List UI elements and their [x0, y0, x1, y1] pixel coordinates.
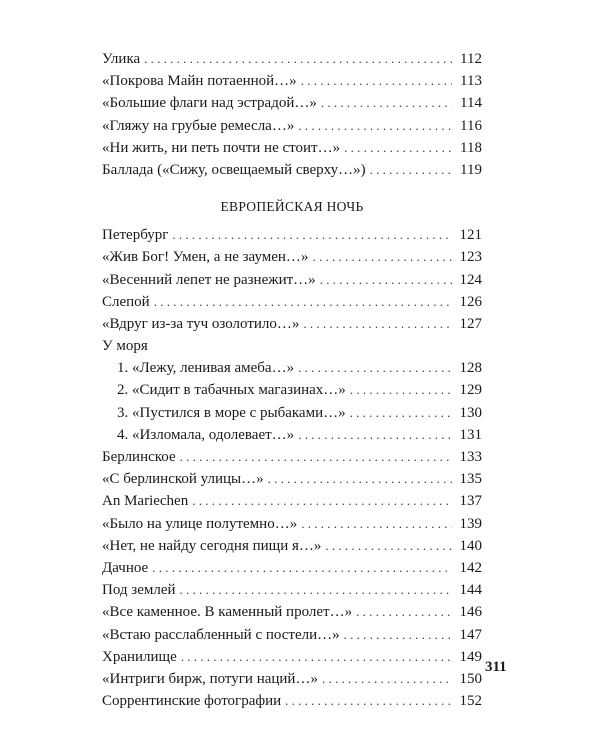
toc-group-top: [102, 48, 482, 181]
toc-group-section: [102, 224, 482, 712]
toc-entry-title: «Покрова Майн потаенной…»: [102, 73, 297, 90]
toc-leader-dots: [180, 579, 452, 601]
toc-entry-title: «Интриги бирж, потуги наций…»: [102, 670, 318, 687]
toc-entry: [102, 513, 482, 535]
toc-entry-page: 142: [459, 559, 482, 576]
toc-entry-page: 137: [459, 493, 482, 510]
toc-leader-dots: [298, 424, 452, 446]
page-number: 311: [485, 659, 507, 675]
toc-entry-title: «Ни жить, ни петь почти не стоит…»: [102, 139, 341, 156]
toc-entry: [102, 115, 482, 137]
toc-group-label: [102, 335, 482, 357]
toc-entry: [102, 601, 482, 623]
toc-entry-page: 112: [460, 51, 482, 67]
toc-entry: [102, 224, 482, 246]
toc-entry: [102, 92, 482, 114]
toc-entry: [102, 313, 482, 335]
toc-leader-dots: [144, 48, 452, 70]
toc-entry-page: 139: [459, 515, 482, 532]
toc-entry: [102, 48, 482, 70]
toc-entry: [102, 137, 482, 159]
toc-entry: [102, 490, 482, 512]
toc-leader-dots: [325, 535, 452, 557]
toc-leader-dots: [370, 159, 452, 181]
toc-leader-dots: [298, 115, 452, 137]
toc-entry-title: Улика: [102, 51, 141, 67]
toc-entry-title: Берлинское: [102, 449, 176, 465]
table-of-contents: [102, 48, 482, 712]
toc-entry-title: «Было на улице полутемно…»: [102, 515, 298, 532]
toc-entry-page: 144: [459, 582, 482, 599]
toc-leader-dots: [320, 269, 452, 291]
toc-leader-dots: [344, 624, 452, 646]
toc-leader-dots: [344, 137, 452, 159]
toc-subentry: [102, 379, 482, 401]
toc-entry: [102, 246, 482, 268]
toc-leader-dots: [180, 446, 452, 468]
toc-entry: [102, 446, 482, 468]
section-heading: ЕВРОПЕЙСКАЯ НОЧЬ: [220, 199, 364, 215]
toc-leader-dots: [298, 357, 452, 379]
toc-entry: [102, 291, 482, 313]
toc-subentry: [102, 424, 482, 446]
toc-entry-title: «С берлинской улицы…»: [102, 471, 264, 488]
toc-entry-page: 147: [459, 626, 482, 643]
toc-entry-page: 124: [459, 271, 482, 288]
toc-entry: [102, 70, 482, 92]
toc-subentry: [102, 402, 482, 424]
toc-entry-title: «Жив Бог! Умен, а не заумен…»: [102, 249, 309, 266]
toc-entry: [102, 535, 482, 557]
toc-entry-page: 129: [459, 382, 482, 399]
toc-entry-page: 140: [459, 537, 482, 554]
toc-entry: [102, 668, 482, 690]
toc-entry-title: У моря: [102, 338, 148, 355]
toc-entry: [102, 690, 482, 712]
toc-entry: [102, 579, 482, 601]
toc-entry: [102, 159, 482, 181]
toc-entry-title: 2. «Сидит в табачных магазинах…»: [117, 382, 346, 399]
toc-entry-title: «Большие флаги над эстрадой…»: [102, 95, 317, 112]
toc-entry-title: «Встаю расслабленный с постели…»: [102, 626, 340, 643]
toc-leader-dots: [301, 513, 452, 535]
toc-entry-title: Хранилище: [102, 648, 177, 665]
toc-entry-page: 126: [459, 293, 482, 310]
toc-entry-page: 113: [460, 73, 482, 90]
toc-entry-page: 116: [460, 117, 482, 134]
toc-leader-dots: [356, 601, 452, 623]
toc-leader-dots: [172, 224, 452, 246]
toc-entry-page: 133: [459, 449, 482, 465]
toc-entry-title: 3. «Пустился в море с рыбаками…»: [117, 404, 346, 421]
toc-entry-page: 127: [459, 315, 482, 332]
toc-leader-dots: [181, 646, 452, 668]
toc-entry-title: An Mariechen: [102, 493, 189, 510]
toc-leader-dots: [303, 313, 452, 335]
toc-entry-page: 135: [459, 471, 482, 488]
toc-entry-title: «Все каменное. В каменный пролет…»: [102, 604, 353, 621]
toc-leader-dots: [192, 490, 452, 512]
toc-leader-dots: [268, 468, 452, 490]
toc-entry-page: 123: [459, 249, 482, 266]
toc-leader-dots: [152, 557, 452, 579]
toc-entry: [102, 269, 482, 291]
toc-entry-page: 118: [460, 139, 482, 156]
toc-entry-title: 4. «Изломала, одолевает…»: [117, 426, 295, 443]
toc-leader-dots: [321, 92, 452, 114]
toc-entry-title: «Вдруг из-за туч озолотило…»: [102, 315, 300, 332]
toc-entry-title: Под землей: [102, 582, 176, 599]
toc-entry: [102, 468, 482, 490]
toc-leader-dots: [350, 379, 452, 401]
toc-entry-page: 128: [459, 360, 482, 377]
toc-entry-page: 119: [460, 161, 482, 178]
toc-entry-page: 114: [460, 95, 482, 112]
toc-entry: [102, 557, 482, 579]
toc-entry-title: Соррентинские фотографии: [102, 693, 282, 710]
toc-leader-dots: [154, 291, 452, 313]
toc-entry: [102, 624, 482, 646]
toc-entry-title: Дачное: [102, 559, 149, 576]
toc-entry-title: «Нет, не найду сегодня пищи я…»: [102, 537, 322, 554]
toc-leader-dots: [350, 402, 452, 424]
toc-entry-title: Слепой: [102, 293, 150, 310]
toc-entry-title: «Весенний лепет не разнежит…»: [102, 271, 316, 288]
toc-entry-page: 131: [459, 426, 482, 443]
toc-entry-page: 149: [459, 648, 482, 665]
toc-entry-title: 1. «Лежу, ленивая амеба…»: [117, 360, 295, 377]
toc-entry-title: Петербург: [102, 227, 169, 244]
toc-entry-page: 121: [459, 227, 482, 244]
toc-entry: [102, 646, 482, 668]
toc-entry-page: 150: [459, 670, 482, 687]
toc-leader-dots: [285, 690, 452, 712]
toc-entry-title: «Гляжу на грубые ремесла…»: [102, 117, 295, 134]
toc-entry-page: 152: [459, 693, 482, 710]
toc-leader-dots: [301, 70, 452, 92]
toc-entry-title: Баллада («Сижу, освещаемый сверху…»): [102, 161, 366, 178]
toc-subentry: [102, 357, 482, 379]
toc-leader-dots: [312, 246, 452, 268]
toc-entry-page: 146: [459, 604, 482, 621]
toc-entry-page: 130: [459, 404, 482, 421]
toc-leader-dots: [322, 668, 452, 690]
